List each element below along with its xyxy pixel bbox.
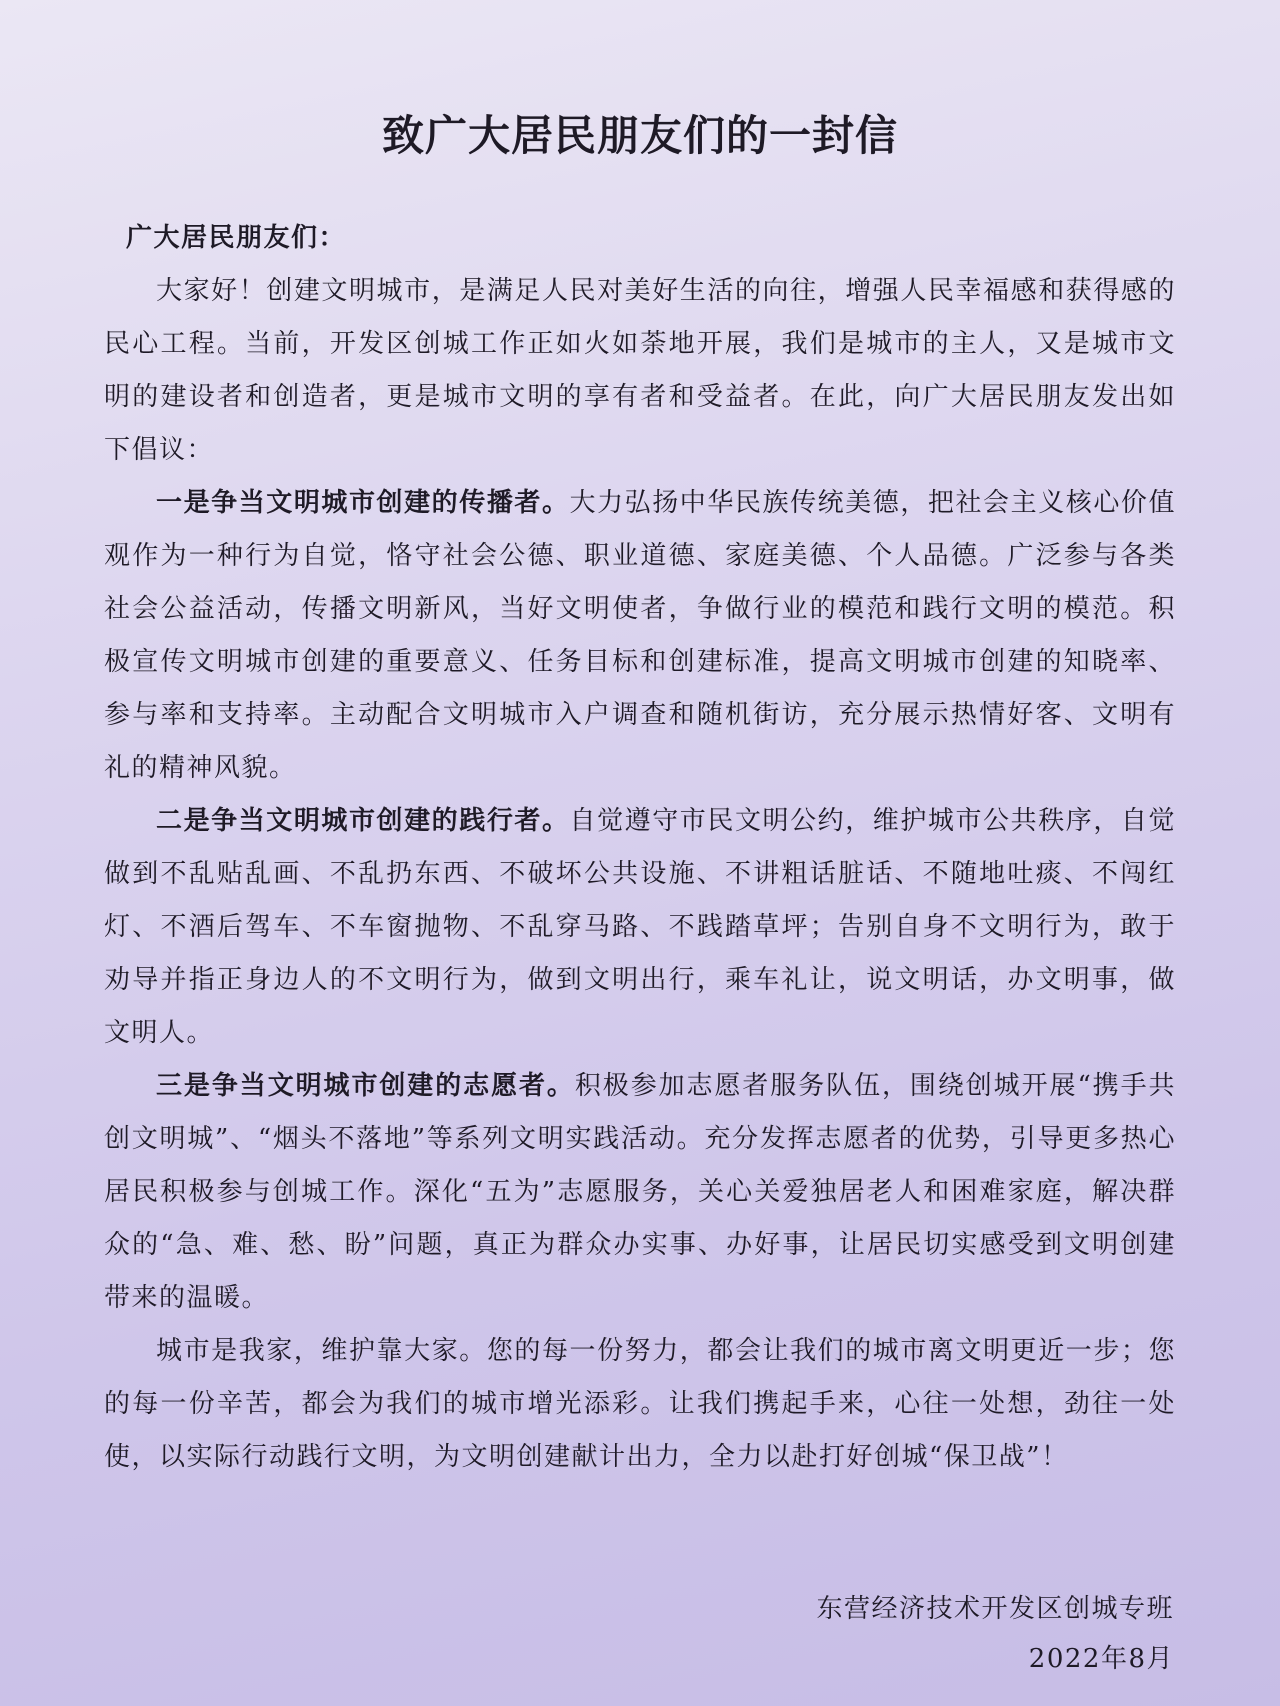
point-paragraph-1 [104, 477, 1176, 795]
intro-paragraph: 大家好！创建文明城市，是满足人民对美好生活的向往，增强人民幸福感和获得感的民心工程。当前，开发区创城工作正如火如荼地开展，我们是城市的主人，又是城市文明的建设者和创造者，更是城市文明的享有者和受益者。在此，向广大居民朋友发出如下倡议： [104, 276, 1176, 465]
point-heading-3: 三是争当文明城市创建的志愿者。 [156, 1071, 575, 1101]
point-text-3: 积极参加志愿者服务队伍，围绕创城开展“携手共创文明城”、“烟头不落地”等系列文明实践活动。充分发挥志愿者的优势，引导更多热心居民积极参与创城工作。深化“五为”志愿服务，关心关爱独居老人和困难家庭，解决群众的“急、难、愁、盼”问题，真正为群众办实事、办好事，让居民切实感受到文明创建带来的温暖。 [104, 1071, 1176, 1313]
document-title: 致广大居民朋友们的一封信 [381, 111, 898, 160]
point-heading-1: 一是争当文明城市创建的传播者。 [156, 488, 570, 518]
point-paragraph-3 [104, 1060, 1176, 1325]
signature-organization: 东营经济技术开发区创城专班 [816, 1594, 1174, 1624]
salutation: 广大居民朋友们： [126, 223, 347, 253]
point-heading-2: 二是争当文明城市创建的践行者。 [156, 806, 570, 836]
letter-body [104, 212, 1176, 1484]
closing-paragraph: 城市是我家，维护靠大家。您的每一份努力，都会让我们的城市离文明更近一步；您的每一份辛苦，都会为我们的城市增光添彩。让我们携起手来，心往一处想，劲往一处使，以实际行动践行文明，为文明创建献计出力，全力以赴打好创城“保卫战”！ [104, 1336, 1176, 1472]
signature-date: 2022年8月 [1028, 1644, 1174, 1674]
signature-block [816, 1584, 1174, 1684]
point-paragraph-2 [104, 795, 1176, 1060]
point-text-2: 自觉遵守市民文明公约，维护城市公共秩序，自觉做到不乱贴乱画、不乱扔东西、不破坏公共设施、不讲粗话脏话、不随地吐痰、不闯红灯、不酒后驾车、不车窗抛物、不乱穿马路、不践踏草坪；告别自身不文明行为，敢于劝导并指正身边人的不文明行为，做到文明出行，乘车礼让，说文明话，办文明事，做文明人。 [104, 806, 1176, 1048]
point-text-1: 大力弘扬中华民族传统美德，把社会主义核心价值观作为一种行为自觉，恪守社会公德、职业道德、家庭美德、个人品德。广泛参与各类社会公益活动，传播文明新风，当好文明使者，争做行业的模范和践行文明的模范。积极宣传文明城市创建的重要意义、任务目标和创建标准，提高文明城市创建的知晓率、参与率和支持率。主动配合文明城市入户调查和随机街访，充分展示热情好客、文明有礼的精神风貌。 [104, 488, 1176, 783]
